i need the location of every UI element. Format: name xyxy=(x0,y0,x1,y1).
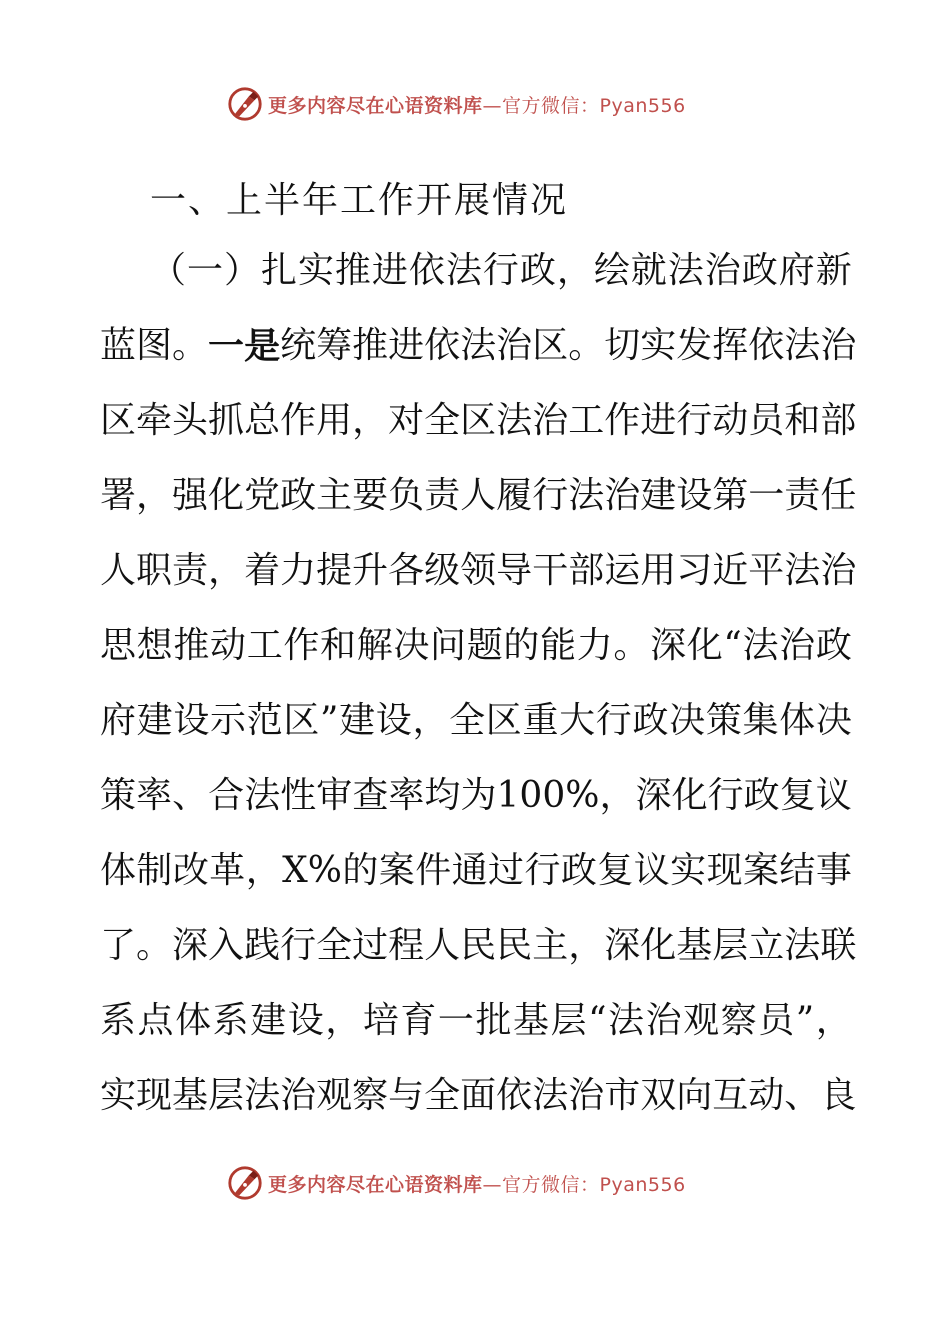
paragraph-line: 系 点 体 系 建 设 ， 培 育 一 批 基 层 “ 法 治 观 察 员 ” ， xyxy=(100,1000,852,1041)
header-banner xyxy=(226,84,746,124)
paragraph-line: 府 建 设 示 范 区 ” 建 设 ， 全 区 重 大 行 政 决 策 集 体 决 xyxy=(100,700,852,741)
paragraph-line: 思 想 推 动 工 作 和 解 决 问 题 的 能 力 。 深 化 “ 法 治 政 xyxy=(100,625,852,666)
paragraph-line: 区 牵 头 抓 总 作 用 ， 对 全 区 法 治 工 作 进 行 动 员 和 部 xyxy=(100,400,857,441)
paragraph-line: 了 。 深 入 践 行 全 过 程 人 民 民 主 ， 深 化 基 层 立 法 联 xyxy=(100,925,857,966)
paragraph-line: 署 ， 强 化 党 政 主 要 负 责 人 履 行 法 治 建 设 第 一 责 任 xyxy=(100,475,857,516)
paragraph-line: 实 现 基 层 法 治 观 察 与 全 面 依 法 治 市 双 向 互 动 、 良 xyxy=(100,1075,857,1116)
paragraph-line: 策 率 、 合 法 性 审 查 率 均 为 100% ， 深 化 行 政 复 议 xyxy=(100,775,852,816)
pen-nib-logo-icon xyxy=(226,85,264,123)
footer-banner-text: 更多内容尽在心语资料库—官方微信：Pyan556 xyxy=(268,1173,686,1196)
paragraph-line: 体 制 改 革 ， X% 的 案 件 通 过 行 政 复 议 实 现 案 结 事 xyxy=(100,850,852,891)
paragraph-line: 蓝 图 。 一 是 统 筹 推 进 依 法 治 区 。 切 实 发 挥 依 法 治 xyxy=(100,325,857,367)
pen-nib-logo-icon xyxy=(226,1164,264,1202)
paragraph-line: 人 职 责 ， 着 力 提 升 各 级 领 导 干 部 运 用 习 近 平 法 治 xyxy=(100,550,857,591)
paragraph-line: （ 一 ） 扎 实 推 进 依 法 行 政 ， 绘 就 法 治 政 府 新 xyxy=(150,250,852,291)
header-banner-text: 更多内容尽在心语资料库—官方微信：Pyan556 xyxy=(268,94,686,117)
section-heading: 一、上半年工作开展情况 xyxy=(150,180,569,221)
footer-banner xyxy=(226,1163,746,1203)
